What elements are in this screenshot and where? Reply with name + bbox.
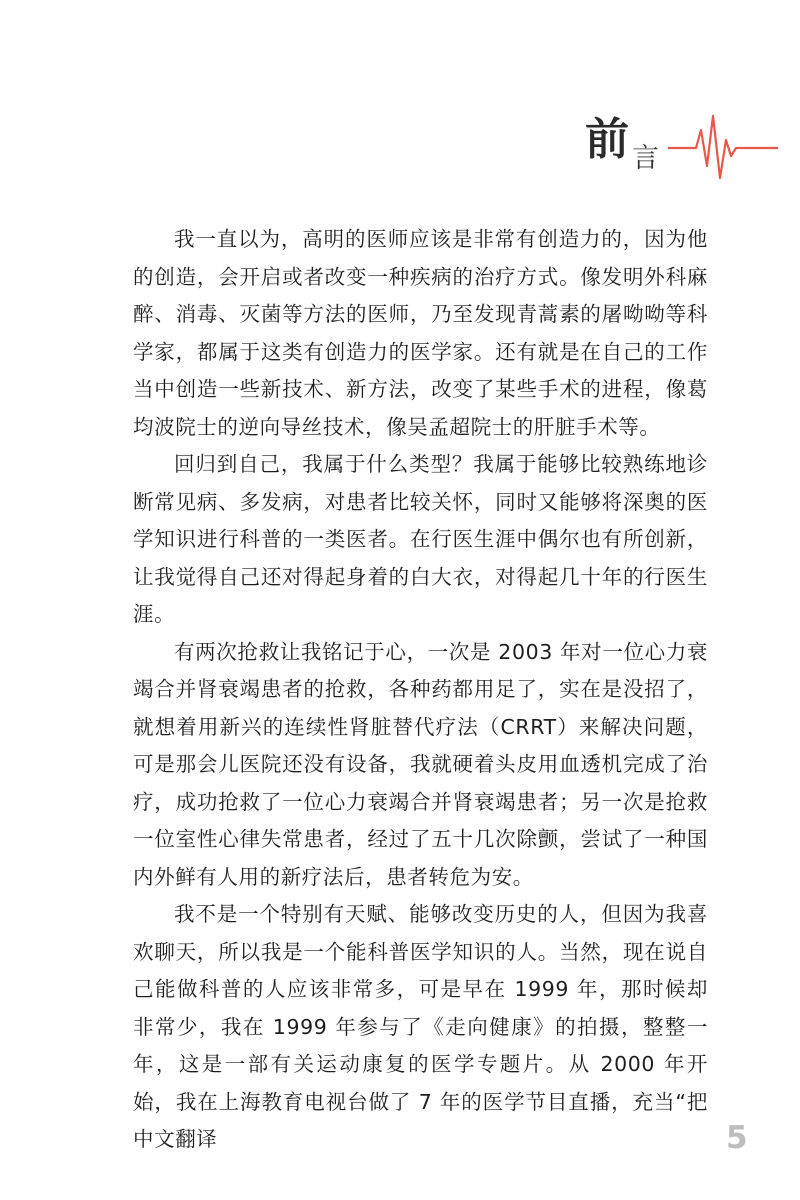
heading-sub-char: 言 [632, 143, 659, 174]
paragraph: 我一直以为，高明的医师应该是非常有创造力的，因为他的创造，会开启或者改变一种疾病的治疗方式。像发明外科麻醉、消毒、灭菌等方法的医师，乃至发现青蒿素的屠呦呦等科学家，都属于这类有创造力的医学家。还有就是在自己的工作当中创造一些新技术、新方法，改变了某些手术的进程，像葛均波院士的逆向导丝技术，像吴孟超院士的肝脏手术等。 [133, 227, 708, 439]
section-heading [585, 114, 659, 174]
page-number: 5 [726, 1120, 748, 1156]
body-text [133, 221, 708, 1159]
heading-main-char: 前 [585, 114, 629, 165]
paragraph: 我不是一个特别有天赋、能够改变历史的人，但因为我喜欢聊天，所以我是一个能科普医学知识的人。当然，现在说自己能做科普的人应该非常多，可是早在 1999 年，那时候却非常少，我在 1999 年参与了《走向健康》的拍摄，整整一年，这是一部有关运动康复的医学专题片。从 2000 年开始，我在上海教育电视台做了 7 年的医学节目直播，充当“把中文翻译 [133, 902, 708, 1151]
paragraph: 回归到自己，我属于什么类型？我属于能够比较熟练地诊断常见病、多发病，对患者比较关怀，同时又能够将深奥的医学知识进行科普的一类医者。在行医生涯中偶尔也有所创新，让我觉得自己还对得起身着的白大衣，对得起几十年的行医生涯。 [133, 452, 708, 626]
paragraph: 有两次抢救让我铭记于心，一次是 2003 年对一位心力衰竭合并肾衰竭患者的抢救，各种药都用足了，实在是没招了，就想着用新兴的连续性肾脏替代疗法（CRRT）来解决问题，可是那会儿医院还没有设备，我就硬着头皮用血透机完成了治疗，成功抢救了一位心力衰竭合并肾衰竭患者；另一次是抢救一位室性心律失常患者，经过了五十几次除颤，尝试了一种国内外鲜有人用的新疗法后，患者转危为安。 [133, 639, 708, 889]
heartbeat-pulse-icon [668, 112, 778, 184]
